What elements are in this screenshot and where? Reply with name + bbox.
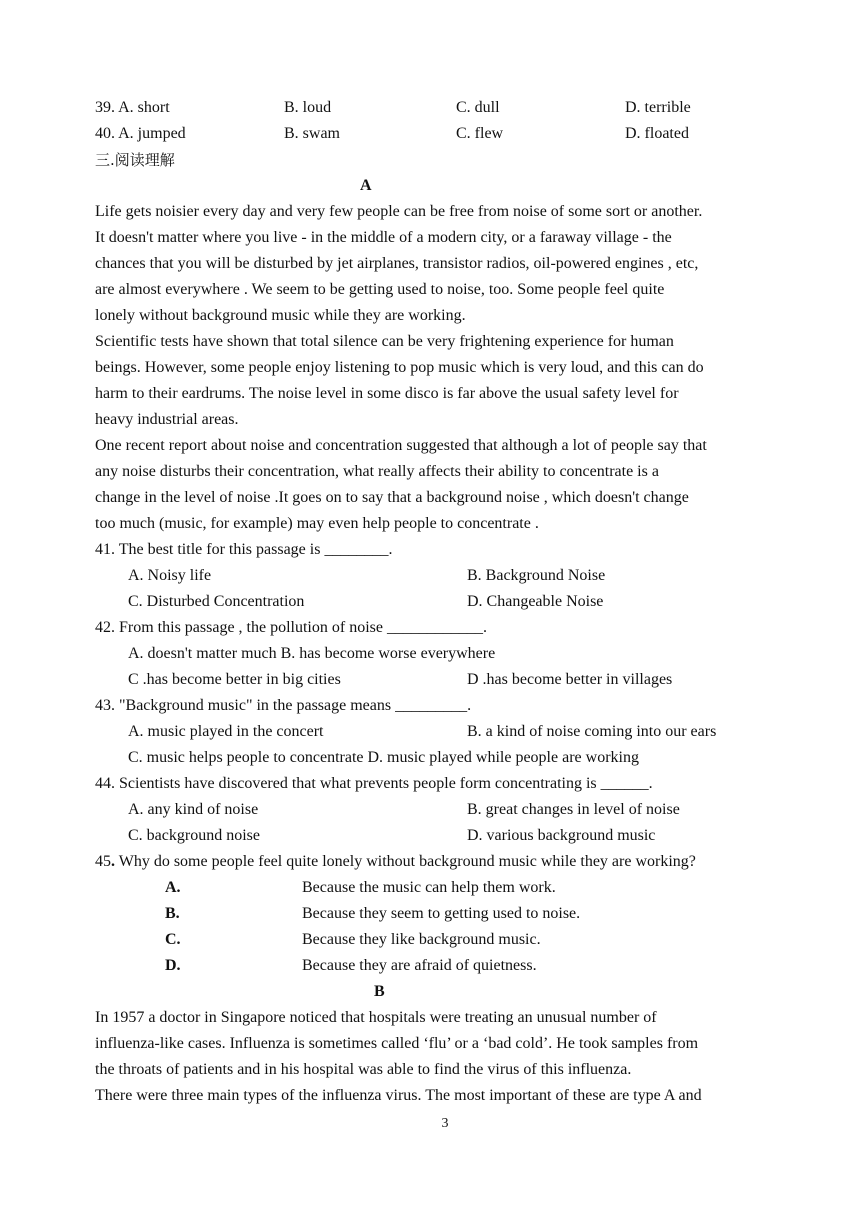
q45-option-b-text: Because they seem to getting used to noise. [302,905,581,922]
q41-stem: 41. The best title for this passage is ________. [95,541,393,558]
q45-dot: . [111,853,115,870]
passage-b-label: B [374,983,385,1000]
q40-option-d: D. floated [625,125,689,142]
passage-a-line: chances that you will be disturbed by jet airplanes, transistor radios, oil-powered engines , etc, [95,255,699,272]
q41-option-c: C. Disturbed Concentration [128,593,305,610]
q40-option-a: 40. A. jumped [95,125,186,142]
passage-a-line: any noise disturbs their concentration, what really affects their ability to concentrate is a [95,463,659,480]
passage-a-line: lonely without background music while they are working. [95,307,466,324]
passage-a-line: Scientific tests have shown that total silence can be very frightening experience for human [95,333,674,350]
passage-b-line: In 1957 a doctor in Singapore noticed that hospitals were treating an unusual number of [95,1009,657,1026]
q45-stem-line [95,852,696,872]
q45-option-b-letter: B. [165,905,180,922]
passage-b-line: There were three main types of the influenza virus. The most important of these are type A and [95,1087,702,1104]
q45-option-d-text: Because they are afraid of quietness. [302,957,537,974]
q43-option-cd: C. music helps people to concentrate D. music played while people are working [128,749,639,766]
q45-stem: Why do some people feel quite lonely without background music while they are working? [115,853,696,870]
passage-a-line: It doesn't matter where you live - in the middle of a modern city, or a faraway village - the [95,229,672,246]
passage-a-line: too much (music, for example) may even help people to concentrate . [95,515,539,532]
q42-option-c: C .has become better in big cities [128,671,341,688]
q44-stem: 44. Scientists have discovered that what prevents people form concentrating is ______. [95,775,653,792]
q39-option-d: D. terrible [625,99,691,116]
passage-a-line: heavy industrial areas. [95,411,239,428]
section-title: 三.阅读理解 [95,151,175,169]
passage-a-line: beings. However, some people enjoy listening to pop music which is very loud, and this can do [95,359,704,376]
passage-a-label: A [360,177,372,194]
q39-option-a: 39. A. short [95,99,170,116]
q44-option-b: B. great changes in level of noise [467,801,680,818]
passage-a-line: Life gets noisier every day and very few people can be free from noise of some sort or another. [95,203,703,220]
page-number: 3 [441,1116,449,1131]
q42-option-ab: A. doesn't matter much B. has become worse everywhere [128,645,496,662]
passage-a-line: are almost everywhere . We seem to be getting used to noise, too. Some people feel quite [95,281,665,298]
q45-option-c-letter: C. [165,931,181,948]
q40-option-c: C. flew [456,125,504,142]
passage-a-line: harm to their eardrums. The noise level in some disco is far above the usual safety level for [95,385,679,402]
passage-a-line: change in the level of noise .It goes on to say that a background noise , which doesn't change [95,489,689,506]
q45-option-d-letter: D. [165,957,181,974]
q43-option-b: B. a kind of noise coming into our ears [467,723,717,740]
q39-option-c: C. dull [456,99,500,116]
q40-option-b: B. swam [284,125,340,142]
q43-option-a: A. music played in the concert [128,723,324,740]
q45-number: 45 [95,853,111,870]
q45-option-a-text: Because the music can help them work. [302,879,556,896]
q42-option-d: D .has become better in villages [467,671,673,688]
passage-b-line: the throats of patients and in his hospital was able to find the virus of this influenza. [95,1061,632,1078]
q43-stem: 43. "Background music" in the passage means _________. [95,697,472,714]
q42-stem: 42. From this passage , the pollution of noise ____________. [95,619,487,636]
q44-option-a: A. any kind of noise [128,801,259,818]
q44-option-d: D. various background music [467,827,656,844]
q39-option-b: B. loud [284,99,332,116]
passage-a-line: One recent report about noise and concentration suggested that although a lot of people say that [95,437,707,454]
q41-option-a: A. Noisy life [128,567,212,584]
q45-option-a-letter: A. [165,879,181,896]
passage-b-line: influenza-like cases. Influenza is sometimes called ‘flu’ or a ‘bad cold’. He took samples from [95,1035,699,1052]
q44-option-c: C. background noise [128,827,260,844]
q41-option-b: B. Background Noise [467,567,606,584]
q41-option-d: D. Changeable Noise [467,593,604,610]
q45-option-c-text: Because they like background music. [302,931,541,948]
